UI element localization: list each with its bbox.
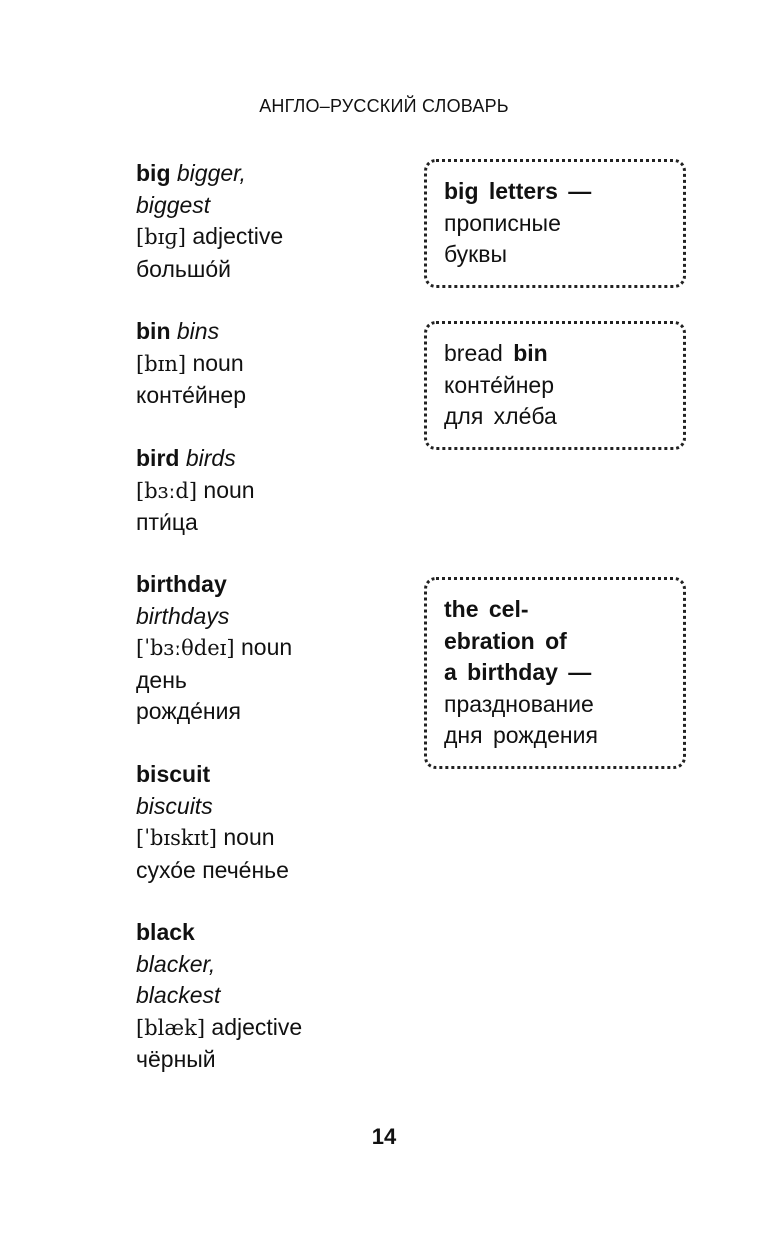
word-forms: blackest: [136, 982, 221, 1008]
example-phrase: ebration of: [444, 627, 567, 654]
translation: конте́йнер: [136, 382, 247, 408]
transcription: [bɪɡ]: [136, 225, 186, 249]
part-of-speech: noun: [192, 349, 244, 376]
translation: день: [136, 666, 187, 693]
example-translation: буквы: [444, 241, 507, 267]
page-number: 14: [371, 1124, 397, 1149]
example-phrase: bread: [444, 340, 503, 366]
word-forms: birthdays: [136, 602, 230, 629]
part-of-speech: noun: [240, 634, 293, 660]
headword: black: [136, 919, 195, 945]
example-box-birthday: [424, 577, 686, 769]
headword: birthday: [136, 571, 227, 597]
headword: bin: [136, 318, 171, 344]
page-header: АНГЛО–РУССКИЙ СЛОВАРЬ: [259, 96, 509, 116]
transcription: [blæk]: [136, 1015, 206, 1040]
word-forms: blacker,: [136, 950, 216, 977]
part-of-speech: noun: [203, 476, 255, 503]
transcription: [ˈbɜːθdeɪ]: [136, 636, 235, 660]
word-forms: bins: [176, 318, 220, 344]
headword: big: [136, 160, 171, 186]
part-of-speech: noun: [223, 824, 275, 850]
dictionary-entry-bird: [136, 443, 396, 539]
example-translation: прописные: [444, 209, 561, 236]
translation: чёрный: [136, 1046, 216, 1072]
example-translation: празднование: [444, 690, 594, 717]
translation: пти́ца: [136, 509, 198, 535]
example-keyword: bin: [513, 340, 548, 366]
example-phrase: a birthday —: [444, 659, 592, 685]
transcription: [bɪn]: [136, 351, 187, 376]
dictionary-entry-big: [136, 158, 396, 285]
example-translation: для хле́ба: [444, 403, 557, 429]
dictionary-entry-bin: [136, 316, 396, 412]
headword: bird: [136, 445, 180, 471]
word-forms: biggest: [136, 191, 211, 218]
transcription: [ˈbɪskɪt]: [136, 826, 217, 850]
word-forms: bigger,: [176, 160, 246, 186]
example-box-big-letters: [424, 159, 686, 288]
word-forms: birds: [185, 445, 236, 471]
example-translation: дня рождения: [444, 722, 598, 748]
example-translation: конте́йнер: [444, 371, 555, 398]
example-box-bread-bin: [424, 321, 686, 450]
part-of-speech: adjective: [211, 1013, 303, 1040]
translation: сухо́е пече́нье: [136, 856, 289, 883]
translation: большо́й: [136, 255, 231, 282]
example-phrase: the cel-: [444, 596, 529, 622]
example-phrase: big letters —: [444, 178, 592, 204]
headword: biscuit: [136, 761, 211, 787]
dictionary-entry-black: [136, 917, 396, 1076]
transcription: [bɜːd]: [136, 478, 198, 503]
translation: рожде́ния: [136, 698, 241, 724]
part-of-speech: adjective: [192, 223, 284, 249]
dictionary-entry-biscuit: [136, 759, 396, 886]
word-forms: biscuits: [136, 792, 213, 819]
dictionary-entry-birthday: [136, 569, 396, 728]
